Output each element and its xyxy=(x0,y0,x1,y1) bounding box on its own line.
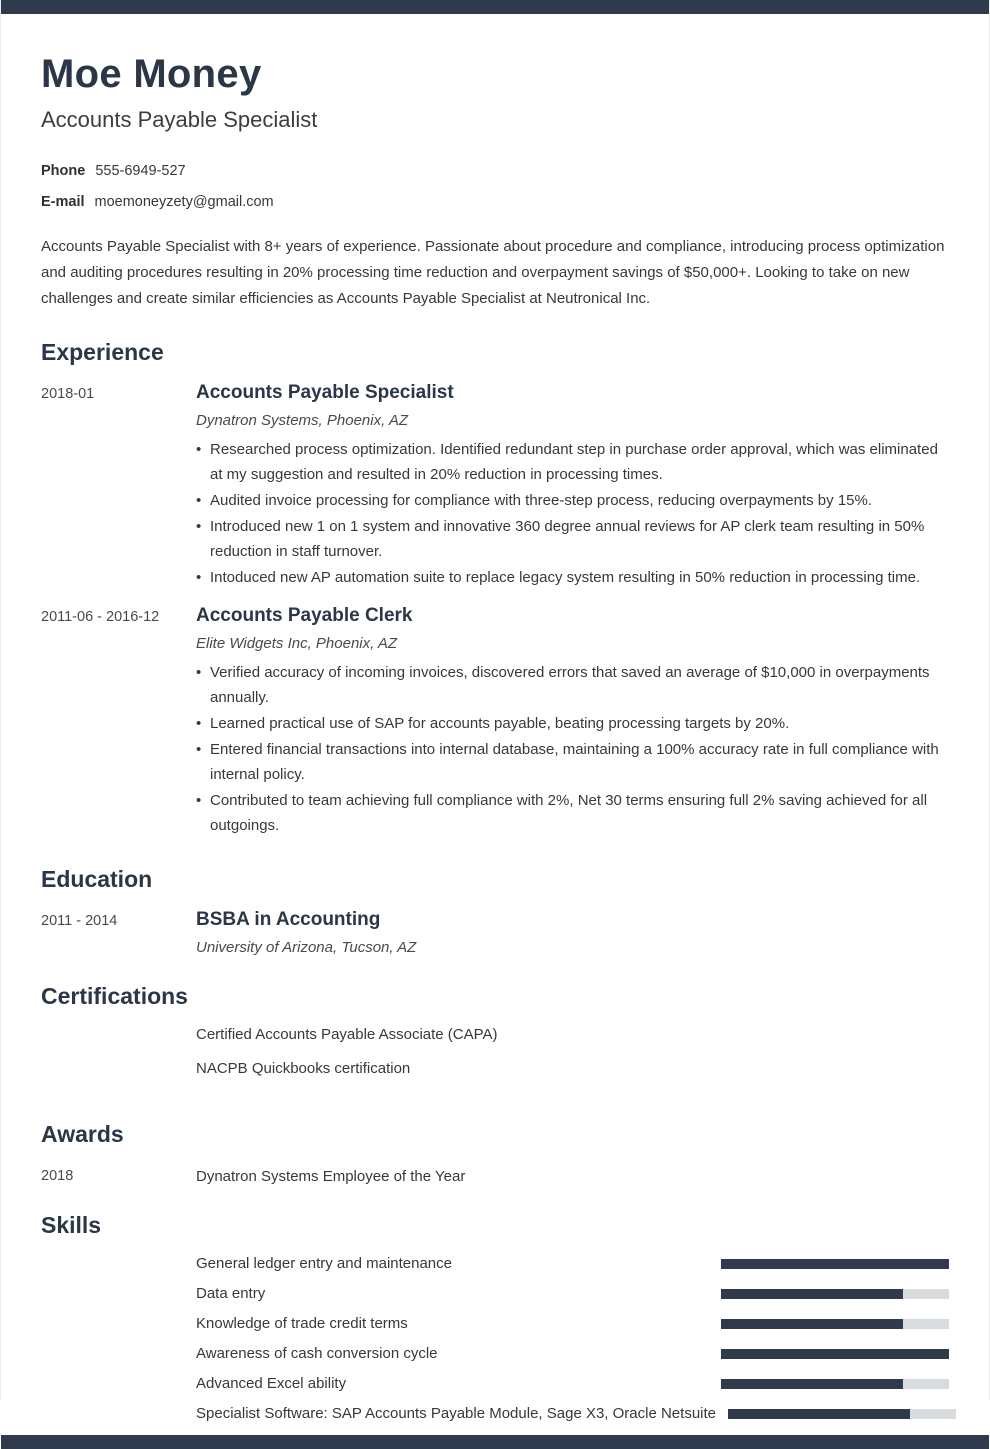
job-company: Dynatron Systems, Phoenix, AZ xyxy=(196,412,409,429)
job-bullet: • Researched process optimization. Identified redundant step in purchase order approval, which was eliminated at my suggestion and resulted in 20% reduction in processing times. xyxy=(196,437,949,487)
skill-bar-track xyxy=(721,1319,949,1329)
top-accent-bar xyxy=(1,0,989,14)
skill-label: Advanced Excel ability xyxy=(196,1375,347,1392)
contact-block xyxy=(41,163,949,210)
section-heading-certifications: Certifications xyxy=(41,983,188,1009)
bottom-accent-bar xyxy=(1,1435,989,1449)
job-date: 2018-01 xyxy=(41,386,95,402)
job-bullets xyxy=(196,660,949,838)
job-bullet: • Entered financial transactions into internal database, maintaining a 100% accuracy rate in full compliance with internal policy. xyxy=(196,737,949,787)
education-date: 2011 - 2014 xyxy=(41,913,118,929)
certification-item: NACPB Quickbooks certification xyxy=(196,1060,411,1077)
certifications-date-spacer xyxy=(41,1026,196,1030)
job-company: Elite Widgets Inc, Phoenix, AZ xyxy=(196,635,398,652)
job-details xyxy=(196,605,949,839)
resume-content xyxy=(1,14,989,1435)
award-entry xyxy=(41,1164,949,1185)
job-bullet: • Audited invoice processing for compliance with three-step process, reducing overpayments by 15%. xyxy=(196,488,949,513)
skills-block xyxy=(41,1255,949,1435)
skill-row xyxy=(196,1345,949,1362)
job-bullet: • Intoduced new AP automation suite to replace legacy system resulting in 50% reduction in processing time. xyxy=(196,565,949,590)
email-value: moemoneyzety@gmail.com xyxy=(94,194,274,210)
phone-label: Phone xyxy=(41,163,86,179)
section-heading-skills: Skills xyxy=(41,1212,102,1238)
skill-bar-track xyxy=(721,1289,949,1299)
job-bullet: • Contributed to team achieving full compliance with 2%, Net 30 terms ensuring full 2% saving achieved for all outgoings. xyxy=(196,788,949,838)
job-bullet: • Learned practical use of SAP for accounts payable, beating processing targets by 20%. xyxy=(196,711,949,736)
email-row xyxy=(41,194,949,210)
certifications-list xyxy=(41,1026,949,1094)
skill-label: Awareness of cash conversion cycle xyxy=(196,1345,438,1362)
skill-bar-track xyxy=(721,1259,949,1269)
skill-bar-fill xyxy=(721,1319,903,1329)
skill-label: General ledger entry and maintenance xyxy=(196,1255,452,1272)
section-heading-education: Education xyxy=(41,866,153,892)
skill-label: Data entry xyxy=(196,1285,266,1302)
professional-summary: Accounts Payable Specialist with 8+ years of experience. Passionate about procedure and compliance, introducing process optimization and auditing procedures resulting in 20% processing time reduction and overpayment savings of $50,000+. Looking to take on new challenges and create similar efficiencies as Accounts Payable Specialist at Neutronical Inc. xyxy=(41,238,945,307)
job-details xyxy=(196,382,949,591)
job-title: Accounts Payable Specialist xyxy=(196,382,454,403)
skill-bar-fill xyxy=(721,1379,903,1389)
education-entry xyxy=(41,909,949,956)
job-title: Accounts Payable Clerk xyxy=(196,605,413,626)
education-details xyxy=(196,909,949,956)
skill-bar-fill xyxy=(721,1349,949,1359)
skill-bar-track xyxy=(728,1409,956,1419)
award-text: Dynatron Systems Employee of the Year xyxy=(196,1168,466,1185)
skills-date-spacer xyxy=(41,1255,196,1259)
job-bullet: • Introduced new 1 on 1 system and innovative 360 degree annual reviews for AP clerk team resulting in 50% reduction in staff turnover. xyxy=(196,514,949,564)
skill-row xyxy=(196,1405,949,1422)
phone-value: 555-6949-527 xyxy=(95,163,186,179)
experience-entry xyxy=(41,382,949,591)
phone-row xyxy=(41,163,949,179)
education-school: University of Arizona, Tucson, AZ xyxy=(196,939,417,956)
skill-bar-fill xyxy=(728,1409,910,1419)
section-heading-awards: Awards xyxy=(41,1121,124,1147)
skill-bar-track xyxy=(721,1379,949,1389)
award-date: 2018 xyxy=(41,1168,74,1184)
skill-bar-fill xyxy=(721,1289,903,1299)
skill-label: Specialist Software: SAP Accounts Payable Module, Sage X3, Oracle Netsuite xyxy=(196,1405,717,1422)
skill-row xyxy=(196,1315,949,1332)
person-name: Moe Money xyxy=(41,52,262,96)
job-bullet: • Verified accuracy of incoming invoices, discovered errors that saved an average of $10,000 in overpayments annually. xyxy=(196,660,949,710)
skill-label: Knowledge of trade credit terms xyxy=(196,1315,408,1332)
job-bullets xyxy=(196,437,949,590)
skill-row xyxy=(196,1255,949,1272)
section-heading-experience: Experience xyxy=(41,339,164,365)
skill-bar-track xyxy=(721,1349,949,1359)
email-label: E-mail xyxy=(41,194,85,210)
skill-row xyxy=(196,1285,949,1302)
certification-item: Certified Accounts Payable Associate (CAPA) xyxy=(196,1026,498,1043)
person-job-title: Accounts Payable Specialist xyxy=(41,107,318,132)
job-date: 2011-06 - 2016-12 xyxy=(41,609,160,625)
education-degree: BSBA in Accounting xyxy=(196,909,381,930)
skill-row xyxy=(196,1375,949,1392)
experience-entry xyxy=(41,605,949,839)
skill-bar-fill xyxy=(721,1259,949,1269)
